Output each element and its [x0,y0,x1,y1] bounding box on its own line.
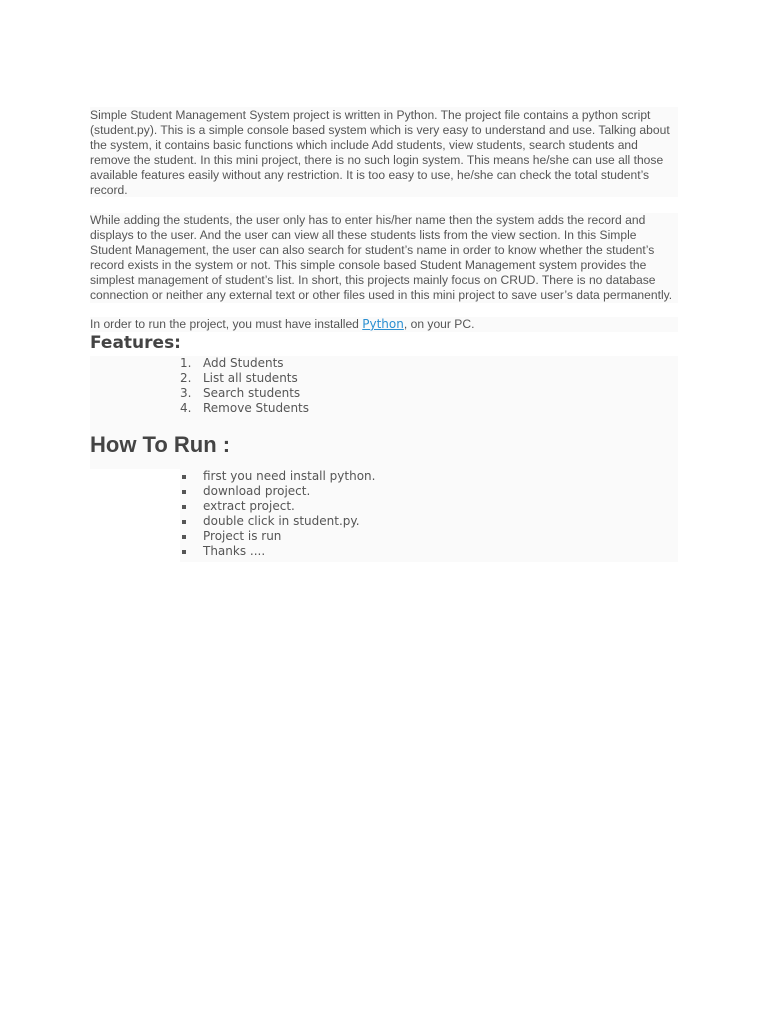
list-item-label: extract project. [203,498,295,513]
square-bullet-icon [182,490,186,494]
list-item-number: 4. [180,400,192,415]
how-to-run-list [180,469,678,562]
document-page [90,107,678,562]
square-bullet-icon [182,520,186,524]
list-item-label: Thanks .... [203,543,266,558]
list-item-number: 1. [180,355,192,370]
paragraph-3-text-before: In order to run the project, you must have installed [90,316,363,331]
list-item [90,386,678,401]
list-item-label: first you need install python. [203,468,376,483]
list-item [180,484,678,499]
list-item [180,529,678,544]
list-item-label: Add Students [203,355,284,370]
list-item-label: download project. [203,483,311,498]
square-bullet-icon [182,550,186,554]
intro-paragraph-1: Simple Student Management System project is written in Python. The project file contains a python script (student.py). This is a simple console based system which is very easy to understand and use. Talking about the system, it contains basic functions which include Add students, view students, search students and remove the student. In this mini project, there is no such login system. This means he/she can use all those available features easily without any restriction. It is too easy to use, he/she can check the total student’s record. [90,107,678,197]
features-list [90,356,678,416]
square-bullet-icon [182,475,186,479]
list-item-label: Project is run [203,528,282,543]
list-item-label: List all students [203,370,298,385]
list-item [180,499,678,514]
features-heading: Features: [90,332,181,353]
section-spacer [90,416,678,424]
list-item-label: double click in student.py. [203,513,360,528]
how-to-run-heading: How To Run : [90,424,678,469]
list-item-label: Remove Students [203,400,310,415]
list-item [180,469,678,484]
square-bullet-icon [182,505,186,509]
list-item [90,401,678,416]
list-item-number: 2. [180,370,192,385]
list-item [180,514,678,529]
square-bullet-icon [182,535,186,539]
list-item [180,544,678,559]
list-item [90,371,678,386]
list-item [90,356,678,371]
list-item-label: Search students [203,385,301,400]
paragraph-3-text-after: , on your PC. [403,316,475,331]
python-link[interactable]: Python [362,316,404,331]
intro-paragraph-3 [90,317,678,332]
intro-paragraph-2: While adding the students, the user only has to enter his/her name then the system adds the record and displays to the user. And the user can view all these students lists from the view section. In this Simple Student Management, the user can also search for student’s name in order to know whether the student’s record exists in the system or not. This simple console based Student Management system provides the simplest management of student’s list. In short, this projects mainly focus on CRUD. There is no database connection or neither any external text or other files used in this mini project to save user’s data permanently. [90,213,678,302]
list-item-number: 3. [180,385,192,400]
